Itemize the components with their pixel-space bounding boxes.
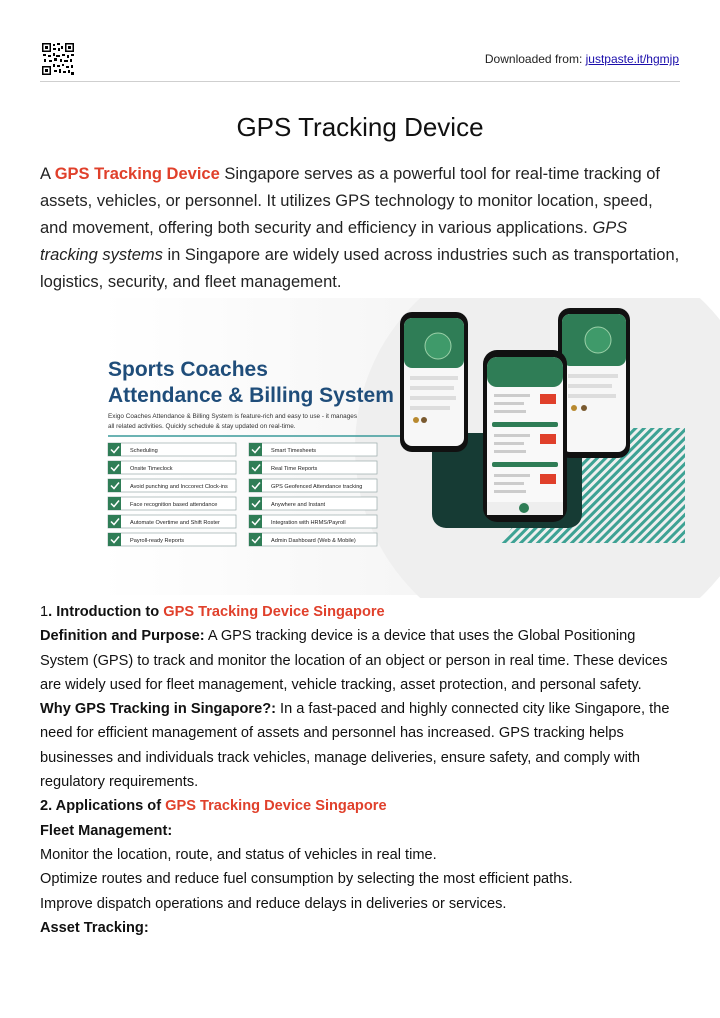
page-title: GPS Tracking Device xyxy=(236,112,484,142)
header-divider xyxy=(40,81,680,82)
product-banner-image xyxy=(0,298,720,598)
check-icon xyxy=(108,479,121,492)
feature-label: Anywhere and Instant xyxy=(271,502,326,508)
phone-center xyxy=(483,350,567,522)
asset-tracking-label: Asset Tracking: xyxy=(40,919,149,936)
check-icon xyxy=(249,515,262,528)
check-icon xyxy=(249,461,262,474)
feature-item xyxy=(249,443,377,456)
banner-title-2: Attendance & Billing System xyxy=(108,384,394,407)
feature-label: Automate Overtime and Shift Roster xyxy=(130,520,220,526)
check-icon xyxy=(249,497,262,510)
feature-label: GPS Geofenced Attendance tracking xyxy=(271,484,363,490)
intro-paragraph xyxy=(40,161,680,296)
section2-heading-prefix: 2. Applications of xyxy=(40,798,166,815)
phone-left xyxy=(400,312,468,452)
feature-item xyxy=(108,461,236,474)
fleet-item: Improve dispatch operations and reduce delays in deliveries or services. xyxy=(40,895,507,912)
why-paragraph xyxy=(40,697,688,794)
phone-right xyxy=(558,308,630,458)
section2-heading xyxy=(40,794,688,818)
fleet-item: Optimize routes and reduce fuel consumption by selecting the most efficient paths. xyxy=(40,871,573,888)
source-link[interactable]: justpaste.it/hgmjp xyxy=(585,52,679,66)
intro-italic: GPS tracking systems xyxy=(40,219,628,264)
banner-title-1: Sports Coaches xyxy=(108,358,268,381)
section1-heading-prefix: . Introduction to xyxy=(48,604,164,620)
why-label: Why GPS Tracking in Singapore?: xyxy=(40,701,276,718)
gps-device-link[interactable]: GPS Tracking Device xyxy=(54,165,220,183)
feature-label: Face recognition based attendance xyxy=(130,502,218,508)
check-icon xyxy=(108,443,121,456)
intro-text-c: in Singapore are widely used across industries such as transportation, logistics, security, and fleet management. xyxy=(40,246,680,291)
why-text: In a fast-paced and highly connected city like Singapore, the need for efficient management of assets and personnel has increased. GPS tracking helps businesses and individuals track vehicles, manage deliveries, ensure safety, and comply with regulatory requirements. xyxy=(40,701,670,791)
check-icon xyxy=(249,479,262,492)
fleet-item: Monitor the location, route, and status of vehicles in real time. xyxy=(40,846,437,863)
feature-item xyxy=(249,461,377,474)
feature-item xyxy=(249,533,377,546)
download-prefix: Downloaded from: xyxy=(484,52,586,66)
definition-text: A GPS tracking device is a device that uses the Global Positioning System (GPS) to track and monitor the location of an object or person in real time. These devices are widely used for fleet management, vehicle tracking, asset protection, and personal safety. xyxy=(40,628,668,693)
download-source xyxy=(485,52,679,66)
check-icon xyxy=(249,533,262,546)
feature-label: Avoid punching and Inccorect Clock-ins xyxy=(130,484,228,490)
intro-text-a: A xyxy=(40,165,55,183)
check-icon xyxy=(108,461,121,474)
definition-paragraph xyxy=(40,624,688,697)
feature-label: Real Time Reports xyxy=(271,466,318,472)
article-body xyxy=(40,600,688,940)
feature-item xyxy=(108,443,236,456)
section2-heading-link[interactable]: GPS Tracking Device Singapore xyxy=(165,798,387,815)
section1-heading-link[interactable]: GPS Tracking Device Singapore xyxy=(163,604,385,620)
definition-label: Definition and Purpose: xyxy=(40,628,205,645)
feature-item xyxy=(249,479,377,492)
feature-item xyxy=(108,479,236,492)
section1-heading xyxy=(40,600,688,624)
banner-subtitle-2: all related activities. Quickly schedule & stay updated on real-time. xyxy=(108,423,296,430)
banner-subtitle-1: Exigo Coaches Attendance & Billing System is feature-rich and easy to use - it manages xyxy=(108,413,358,420)
check-icon xyxy=(108,533,121,546)
feature-label: Smart Timesheets xyxy=(271,448,317,454)
feature-item xyxy=(249,515,377,528)
fleet-management-label: Fleet Management: xyxy=(40,822,173,839)
feature-label: Payroll-ready Reports xyxy=(130,538,185,544)
section1-number: 1 xyxy=(40,604,49,620)
intro-text-b: Singapore serves as a powerful tool for real-time tracking of assets, vehicles, or personnel. It utilizes GPS technology to monitor location, speed, and movement, offering both security and efficiency in various applications. xyxy=(40,165,660,237)
qr-code-icon xyxy=(42,43,74,75)
feature-label: Admin Dashboard (Web & Mobile) xyxy=(271,538,356,544)
feature-label: Scheduling xyxy=(130,448,158,454)
feature-item xyxy=(108,497,236,510)
check-icon xyxy=(108,497,121,510)
check-icon xyxy=(108,515,121,528)
feature-label: Onsite Timeclock xyxy=(130,466,173,472)
feature-item xyxy=(108,515,236,528)
feature-item xyxy=(108,533,236,546)
feature-item xyxy=(249,497,377,510)
check-icon xyxy=(249,443,262,456)
feature-label: Integration with HRMS/Payroll xyxy=(271,520,346,526)
